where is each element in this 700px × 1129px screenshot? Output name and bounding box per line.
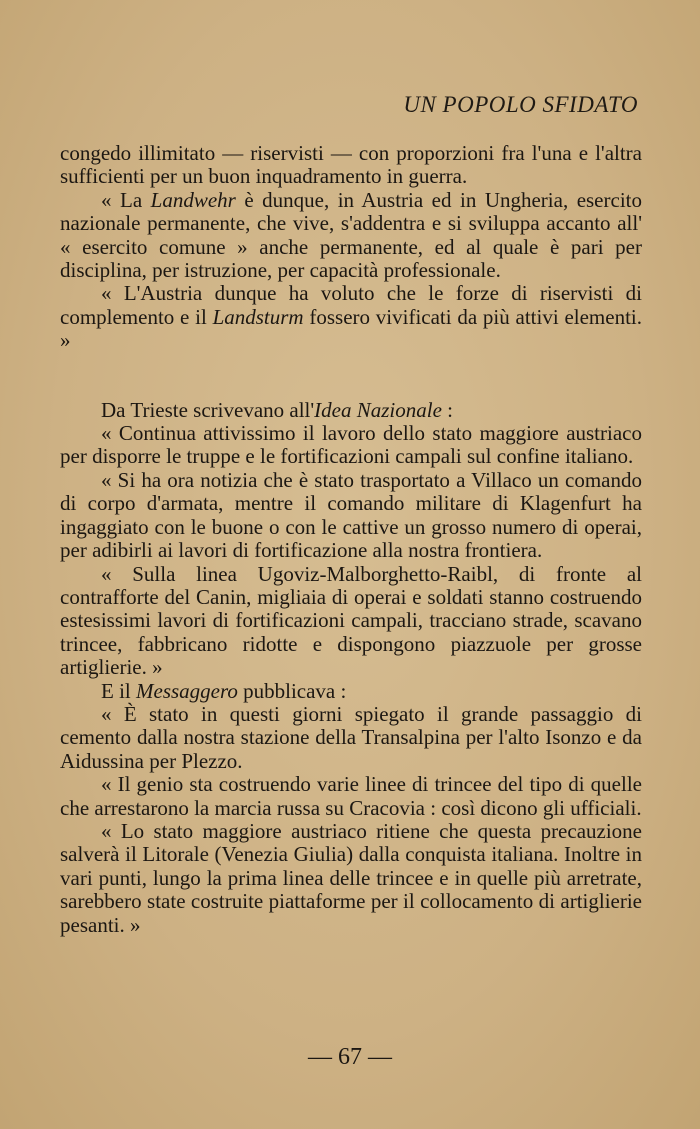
page-number: — 67 — (308, 1044, 392, 1070)
italic-title: Messaggero (136, 678, 238, 703)
paragraph (60, 142, 642, 189)
text-run: : (441, 397, 453, 422)
text-run: è dunque, in Austria ed in Ungheria, esercito nazionale permanente, che vive, s'addentra e si sviluppa accanto all' « esercito comune » anche permanente, ed al quale è pari per disciplina, per istruzione, per capacità professionale. (60, 187, 642, 283)
text-run: pubblicava : (237, 678, 347, 703)
paragraph (60, 189, 642, 283)
text-run: Da Trieste scrivevano all' (101, 397, 315, 422)
paragraph (60, 469, 642, 563)
text-run: « L'Austria dunque ha voluto che le forze di riservisti di complemento e il (60, 281, 642, 329)
italic-title: Landwehr (150, 187, 236, 212)
paragraph (60, 422, 642, 469)
paragraph (60, 282, 642, 352)
text-run: « Continua attivissimo il lavoro dello stato maggiore austriaco per disporre le truppe e le fortificazioni campali sul confine italiano. (60, 421, 642, 469)
text-run: « Il genio sta costruendo varie linee di trincee del tipo di quelle che arrestarono la marcia russa su Cracovia : così dicono gli ufficiali. (60, 772, 642, 820)
text-run: « Si ha ora notizia che è stato trasportato a Villaco un comando di corpo d'armata, mentre il comando militare di Klagenfurt ha ingaggiato con le buone o con le cattive un grosso numero di operai, per adibirli ai lavori di fortificazione alla nostra frontiera. (60, 467, 642, 563)
text-run: « Sulla linea Ugoviz-Malborghetto-Raibl, di fronte al contrafforte del Canin, migliaia di operai e soldati stanno costruendo estesissimi lavori di fortificazioni campali, tracciano strade, scavano trincee, fabbricano ridotte e dispongono piazzuole per grosse artiglierie. » (60, 561, 642, 680)
italic-title: Landsturm (212, 304, 304, 329)
paragraph (60, 680, 642, 703)
paragraph (60, 820, 642, 937)
body-text (60, 142, 642, 937)
text-run: E il (101, 678, 136, 703)
text-run: « È stato in questi giorni spiegato il grande passaggio di cemento dalla nostra stazione della Transalpina per l'alto Isonzo e da Aidussina per Plezzo. (60, 701, 642, 773)
italic-title: Idea Nazionale (314, 397, 442, 422)
running-header: UN POPOLO SFIDATO (403, 92, 638, 117)
paragraph (60, 399, 642, 422)
paragraph (60, 773, 642, 820)
text-run: « La (101, 187, 151, 212)
paragraph (60, 563, 642, 680)
text-run: fossero vivificati da più attivi elementi. » (60, 304, 642, 353)
paragraph (60, 703, 642, 773)
text-run: congedo illimitato — riservisti — con proporzioni fra l'una e l'altra sufficienti per un buon inquadramento in guerra. (60, 141, 642, 189)
text-run: « Lo stato maggiore austriaco ritiene che questa precauzione salverà il Litorale (Venezia Giulia) dalla conquista italiana. Inoltre in vari punti, lungo la prima linea delle trincee e in quelle più arretrate, sarebbero state costruite piattaforme per il collocamento di artiglierie pesanti. » (60, 818, 642, 937)
